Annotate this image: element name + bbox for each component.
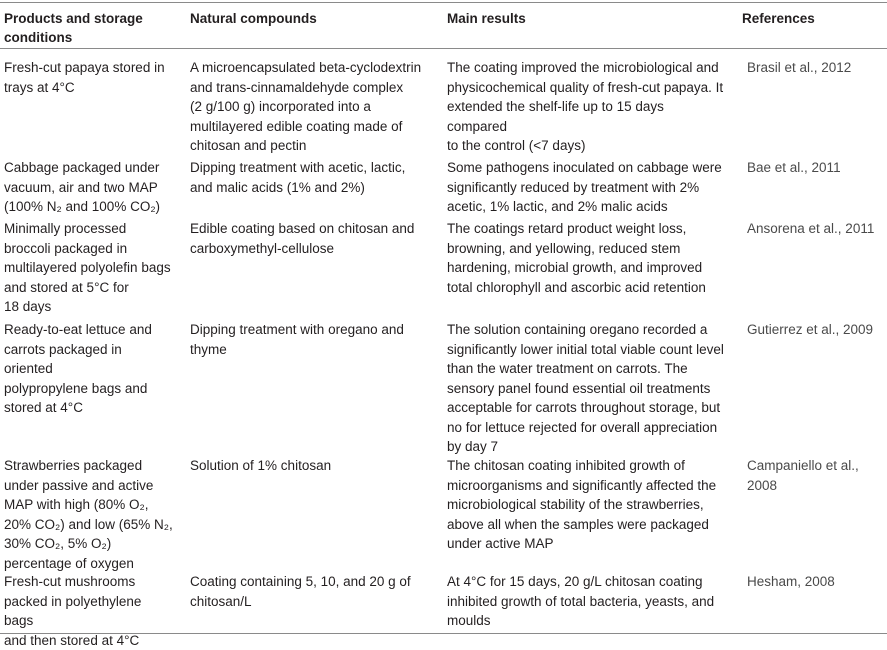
table-cell-products: Strawberries packaged under passive and active MAP with high (80% O₂, 20% CO₂) and low (65% N₂, 30% CO₂, 5% O₂) percentage of oxygen [4,458,173,571]
table-cell-references: Ansorena et al., 2011 [747,221,875,236]
table-cell-results: At 4°C for 15 days, 20 g/L chitosan coating inhibited growth of total bacteria, yeasts, and moulds [447,574,715,628]
table-cell-references: Campaniello et al., 2008 [747,458,859,493]
header-references: References [742,11,815,26]
table-top-rule [0,2,887,3]
table-cell-compounds: Solution of 1% chitosan [190,458,332,473]
table-cell-compounds: Edible coating based on chitosan and carboxymethyl-cellulose [190,221,415,256]
table-cell-references: Hesham, 2008 [747,574,835,589]
table-cell-compounds: Dipping treatment with acetic, lactic, and malic acids (1% and 2%) [190,160,406,195]
table-cell-compounds: A microencapsulated beta-cyclodextrin and trans-cinnamaldehyde complex (2 g/100 g) incorporated into a multilayered edible coating made of chitosan and pectin [190,60,422,153]
table-cell-products: Fresh-cut papaya stored in trays at 4°C [4,60,165,95]
table-cell-results: The solution containing oregano recorded a significantly lower initial total viable count level than the water treatment on carrots. The sensory panel found essential oil treatments acceptable for carrots throughout storage, but no for lettuce rejected for overall appreciation by day 7 [447,322,724,454]
table-cell-results: The coating improved the microbiological and physicochemical quality of fresh-cut papaya. It extended the shelf-life up to 15 days compared to the control (<7 days) [447,60,724,153]
table-cell-references: Gutierrez et al., 2009 [747,322,874,337]
table-cell-compounds: Coating containing 5, 10, and 20 g of chitosan/L [190,574,411,609]
table-cell-compounds: Dipping treatment with oregano and thyme [190,322,404,357]
table-cell-products: Cabbage packaged under vacuum, air and two MAP (100% N₂ and 100% CO₂) [4,160,161,214]
table-cell-results: The chitosan coating inhibited growth of microorganisms and significantly affected the microbiological stability of the strawberries, above all when the samples were packaged under active MAP [447,458,717,551]
table-cell-products: Minimally processed broccoli packaged in multilayered polyolefin bags and stored at 5°C for 18 days [4,221,171,314]
table-cell-results: The coatings retard product weight loss, browning, and yellowing, reduced stem hardening, microbial growth, and improved total chlorophyll and ascorbic acid retention [447,221,706,295]
table-cell-references: Bae et al., 2011 [747,160,841,175]
header-compounds: Natural compounds [190,11,317,26]
table-cell-products: Fresh-cut mushrooms packed in polyethylene bags and then stored at 4°C [4,574,142,648]
table-cell-results: Some pathogens inoculated on cabbage were significantly reduced by treatment with 2% acetic, 1% lactic, and 2% malic acids [447,160,722,214]
table-cell-references: Brasil et al., 2012 [747,60,852,75]
header-products: Products and storage conditions [4,11,143,45]
header-rule [0,48,887,49]
table-cell-products: Ready-to-eat lettuce and carrots packaged in oriented polypropylene bags and stored at 4°C [4,322,152,415]
table-bottom-rule [0,633,887,634]
header-results: Main results [447,11,526,26]
